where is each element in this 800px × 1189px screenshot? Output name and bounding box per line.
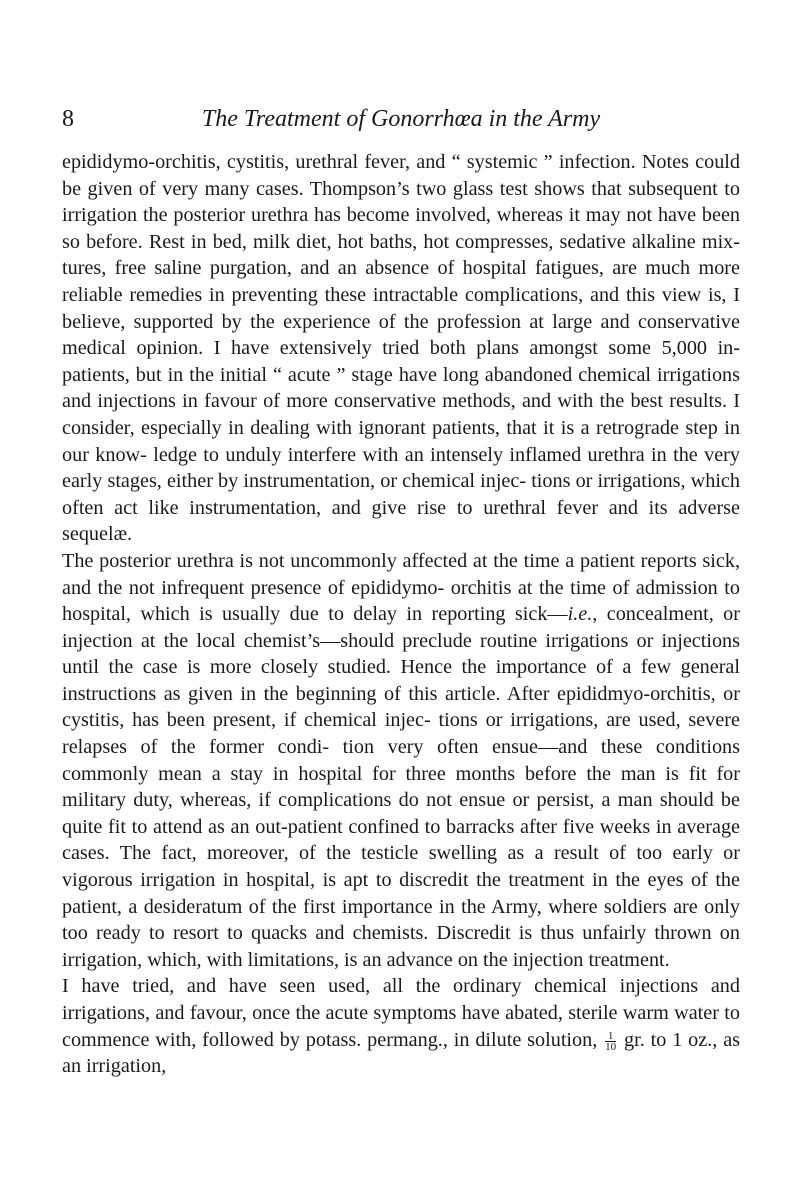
fraction-denominator: 10 [605,1040,617,1053]
paragraph-3 [62,973,740,1079]
paragraph-1-text: epididymo-orchitis, cystitis, urethral fever, and “ systemic ” infection. Notes could be given of very many cases. Thompson’s two glass test shows that subsequent to irrigation the posterior urethra has become involved, whereas it may not have been so before. Rest in bed, milk diet, hot baths, hot compresses, sedative alkaline mix- tures, free saline purgation, and an absence of hospital fatigues, are much more reliable remedies in preventing these intractable complications, and this view is, I believe, supported by the experience of the profession at large and conservative medical opinion. I have extensively tried both plans amongst some 5,000 in-patients, but in the initial “ acute ” stage have long abandoned chemical irrigations and injections in favour of more conservative methods, and with the best results. I consider, especially in dealing with ignorant patients, that it is a retrograde step in our know- ledge to unduly interfere with an intensely inflamed urethra in the very early stages, either by instrumentation, or chemical injec- tions or irrigations, which often act like instrumentation, and give rise to urethral fever and its adverse sequelæ. [62,151,740,546]
running-title: The Treatment of Gonorrhœa in the Army [201,106,601,132]
paragraph-1 [62,149,740,548]
page-number: 8 [62,106,74,132]
body-text [62,149,740,1080]
book-page [62,106,740,1080]
paragraph-2-text-b: , concealment, or injection at the local chemist’s—should preclude routine irrigations or injections until the case is more closely studied. Hence the importance of a few general instructions as given in the beginning of this article. After epididmyo-orchitis, or cystitis, has been present, if chemical injec- tions or irrigations, are used, severe relapses of the former condi- tion very often ensue—and these conditions commonly mean a stay in hospital for three months before the man is fit for military duty, whereas, if complications do not ensue or persist, a man should be quite fit to attend as an out-patient confined to barracks after five weeks in average cases. The fact, moreover, of the testicle swelling as a result of too early or vigorous irrigation in hospital, is apt to discredit the treatment in the eyes of the patient, a desideratum of the first importance in the Army, where soldiers are only too ready to resort to quacks and chemists. Discredit is thus unfairly thrown on irrigation, which, with limitations, is an advance on the injection treatment. [62,603,740,971]
paragraph-3-text-b: gr. to 1 oz., as an irrigation, [62,1028,741,1078]
paragraph-2-text-a: The posterior urethra is not uncommonly affected at the time a patient reports sick, and the not infrequent presence of epididymo- orchitis at the time of admission to hospital, which is usually due to delay in reporting sick— [62,549,740,626]
fraction-numerator: 1 [605,1031,616,1042]
paragraph-3-text-a: I have tried, and have seen used, all the ordinary chemical injections and irrigations, and favour, once the acute symptoms have abated, sterile warm water to commence with, followed by potass. permang., in dilute solution, [62,975,740,1051]
paragraph-2 [62,548,740,974]
italic-abbreviation: i.e. [567,603,593,626]
dosage-fraction [605,1031,616,1052]
page-header [62,106,740,142]
